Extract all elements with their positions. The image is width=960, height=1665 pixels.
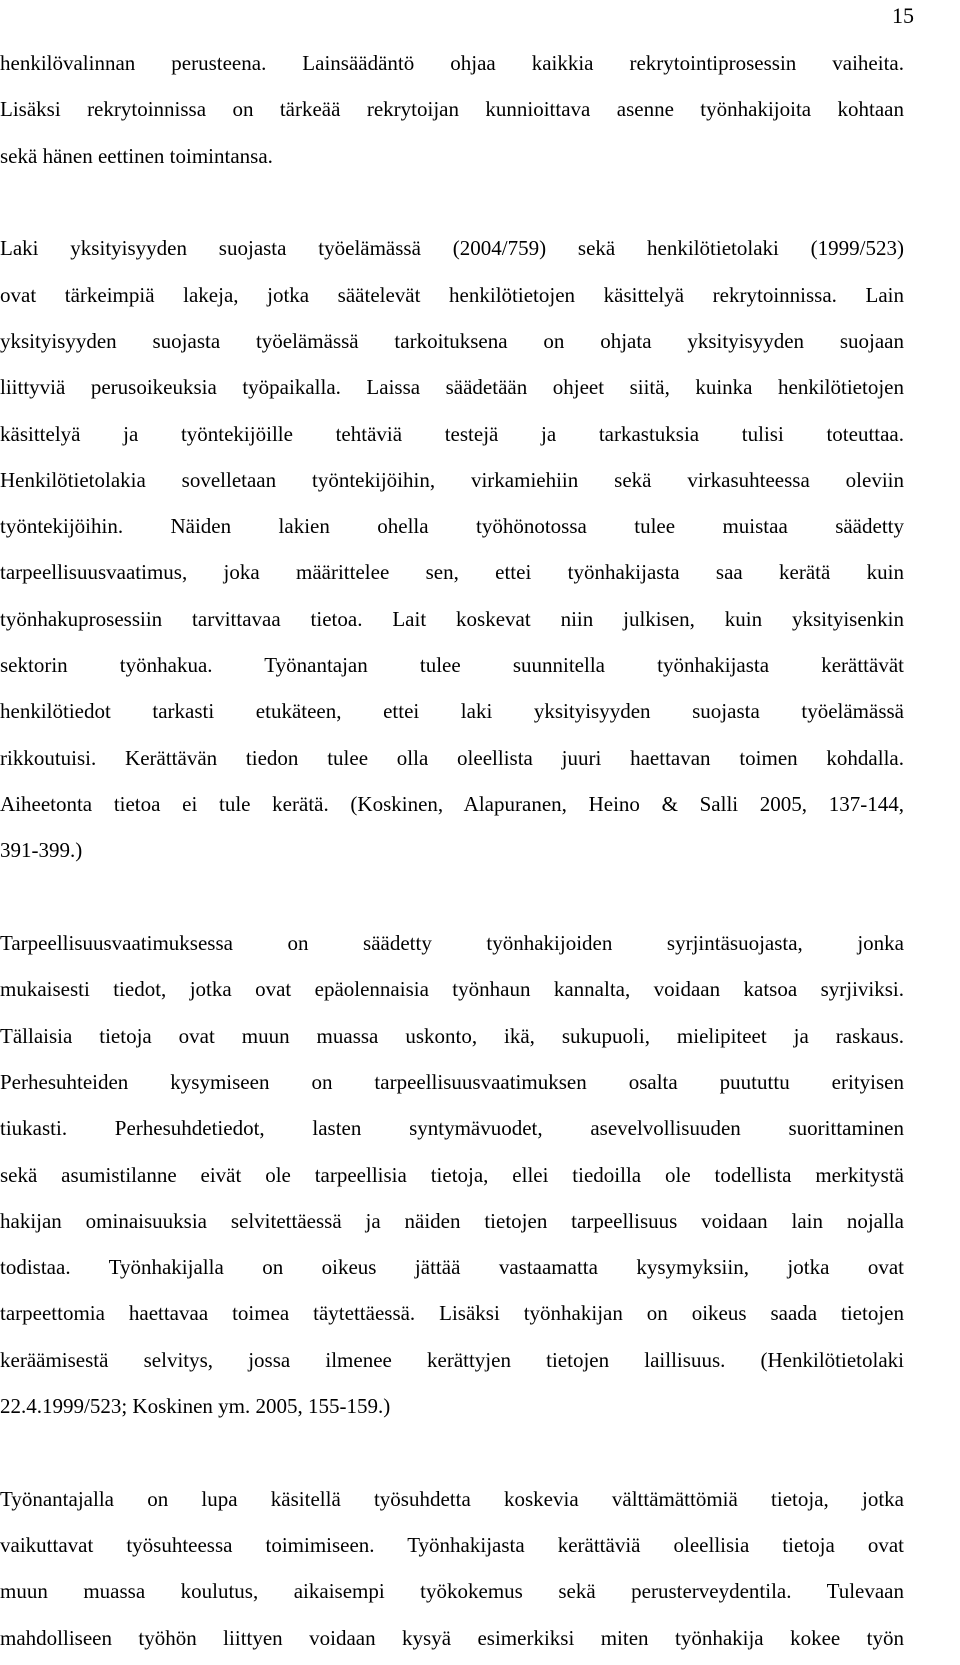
text-line: tarpeellisuusvaatimus, joka määrittelee sen, ettei työnhakijasta saa kerätä kuin [0,560,904,585]
text-line: sekä hänen eettinen toimintansa. [0,143,273,168]
text-line: liittyviä perusoikeuksia työpaikalla. Laissa säädetään ohjeet siitä, kuinka henkilötietojen [0,375,904,400]
text-line: Tarpeellisuusvaatimuksessa on säädetty työnhakijoiden syrjintäsuojasta, jonka [0,931,904,956]
paragraph-spacer [0,1429,904,1476]
text-line: ovat tärkeimpiä lakeja, jotka säätelevät henkilötietojen käsittelyä rekrytoinnissa. Lain [0,282,904,307]
text-line: todistaa. Työnhakijalla on oikeus jättää vastaamatta kysymyksiin, jotka ovat [0,1255,904,1280]
text-line: tarpeettomia haettavaa toimea täytettäessä. Lisäksi työnhakijan on oikeus saada tietojen [0,1301,904,1326]
text-line: Laki yksityisyyden suojasta työelämässä (2004/759) sekä henkilötietolaki (1999/523) [0,236,904,261]
text-line: Lisäksi rekrytoinnissa on tärkeää rekrytoijan kunnioittava asenne työnhakijoita kohtaan [0,97,904,122]
paragraph-spacer [0,179,904,226]
text-line: sekä asumistilanne eivät ole tarpeellisia tietoja, ellei tiedoilla ole todellista merkitystä [0,1162,904,1187]
text-line: henkilövalinnan perusteena. Lainsäädäntö ohjaa kaikkia rekrytointiprosessin vaiheita. [0,51,904,75]
document-body [0,40,904,1661]
paragraph-3 [0,920,904,1429]
text-line: Henkilötietolakia sovelletaan työntekijöihin, virkamiehiin sekä virkasuhteessa oleviin [0,467,904,492]
text-line: Perhesuhteiden kysymiseen on tarpeellisuusvaatimuksen osalta puututtu erityisen [0,1069,904,1094]
text-line: keräämisestä selvitys, jossa ilmenee kerättyjen tietojen laillisuus. (Henkilötietolaki [0,1347,904,1372]
text-line: tiukasti. Perhesuhdetiedot, lasten syntymävuodet, asevelvollisuuden suorittaminen [0,1116,904,1141]
text-line: työntekijöihin. Näiden lakien ohella työhönotossa tulee muistaa säädetty [0,514,904,539]
text-line: Työnantajalla on lupa käsitellä työsuhdetta koskevia välttämättömiä tietoja, jotka [0,1486,904,1511]
text-line: työnhakuprosessiin tarvittavaa tietoa. Lait koskevat niin julkisen, kuin yksityisenkin [0,606,904,631]
text-line: rikkoutuisi. Kerättävän tiedon tulee olla oleellista juuri haettavan toimen kohdalla. [0,745,904,770]
text-line: hakijan ominaisuuksia selvitettäessä ja näiden tietojen tarpeellisuus voidaan lain nojalla [0,1208,904,1233]
text-line: sektorin työnhakua. Työnantajan tulee suunnitella työnhakijasta kerättävät [0,653,904,678]
text-line: 22.4.1999/523; Koskinen ym. 2005, 155-159.) [0,1394,391,1419]
text-line: vaikuttavat työsuhteessa toimimiseen. Työnhakijasta kerättäviä oleellisia tietoja ovat [0,1533,904,1558]
paragraph-spacer [0,874,904,921]
page-number: 15 [892,3,914,28]
paragraph-4 [0,1476,904,1661]
text-line: yksityisyyden suojasta työelämässä tarkoituksena on ohjata yksityisyyden suojaan [0,328,904,353]
text-line: muun muassa koulutus, aikaisempi työkokemus sekä perusterveydentila. Tulevaan [0,1579,904,1604]
text-line: Tällaisia tietoja ovat muun muassa uskonto, ikä, sukupuoli, mielipiteet ja raskaus. [0,1023,904,1048]
text-line: käsittelyä ja työntekijöille tehtäviä testejä ja tarkastuksia tulisi toteuttaa. [0,421,904,446]
text-line: henkilötiedot tarkasti etukäteen, ettei laki yksityisyyden suojasta työelämässä [0,699,904,724]
text-line: 391-399.) [0,838,83,863]
text-line: Aiheetonta tietoa ei tule kerätä. (Koskinen, Alapuranen, Heino & Salli 2005, 137-144, [0,791,904,816]
text-line: mahdolliseen työhön liittyen voidaan kysyä esimerkiksi miten työnhakija kokee työn [0,1625,904,1650]
text-line: mukaisesti tiedot, jotka ovat epäolennaisia työnhaun kannalta, voidaan katsoa syrjiviksi. [0,977,904,1002]
paragraph-2 [0,225,904,873]
paragraph-1 [0,40,904,179]
